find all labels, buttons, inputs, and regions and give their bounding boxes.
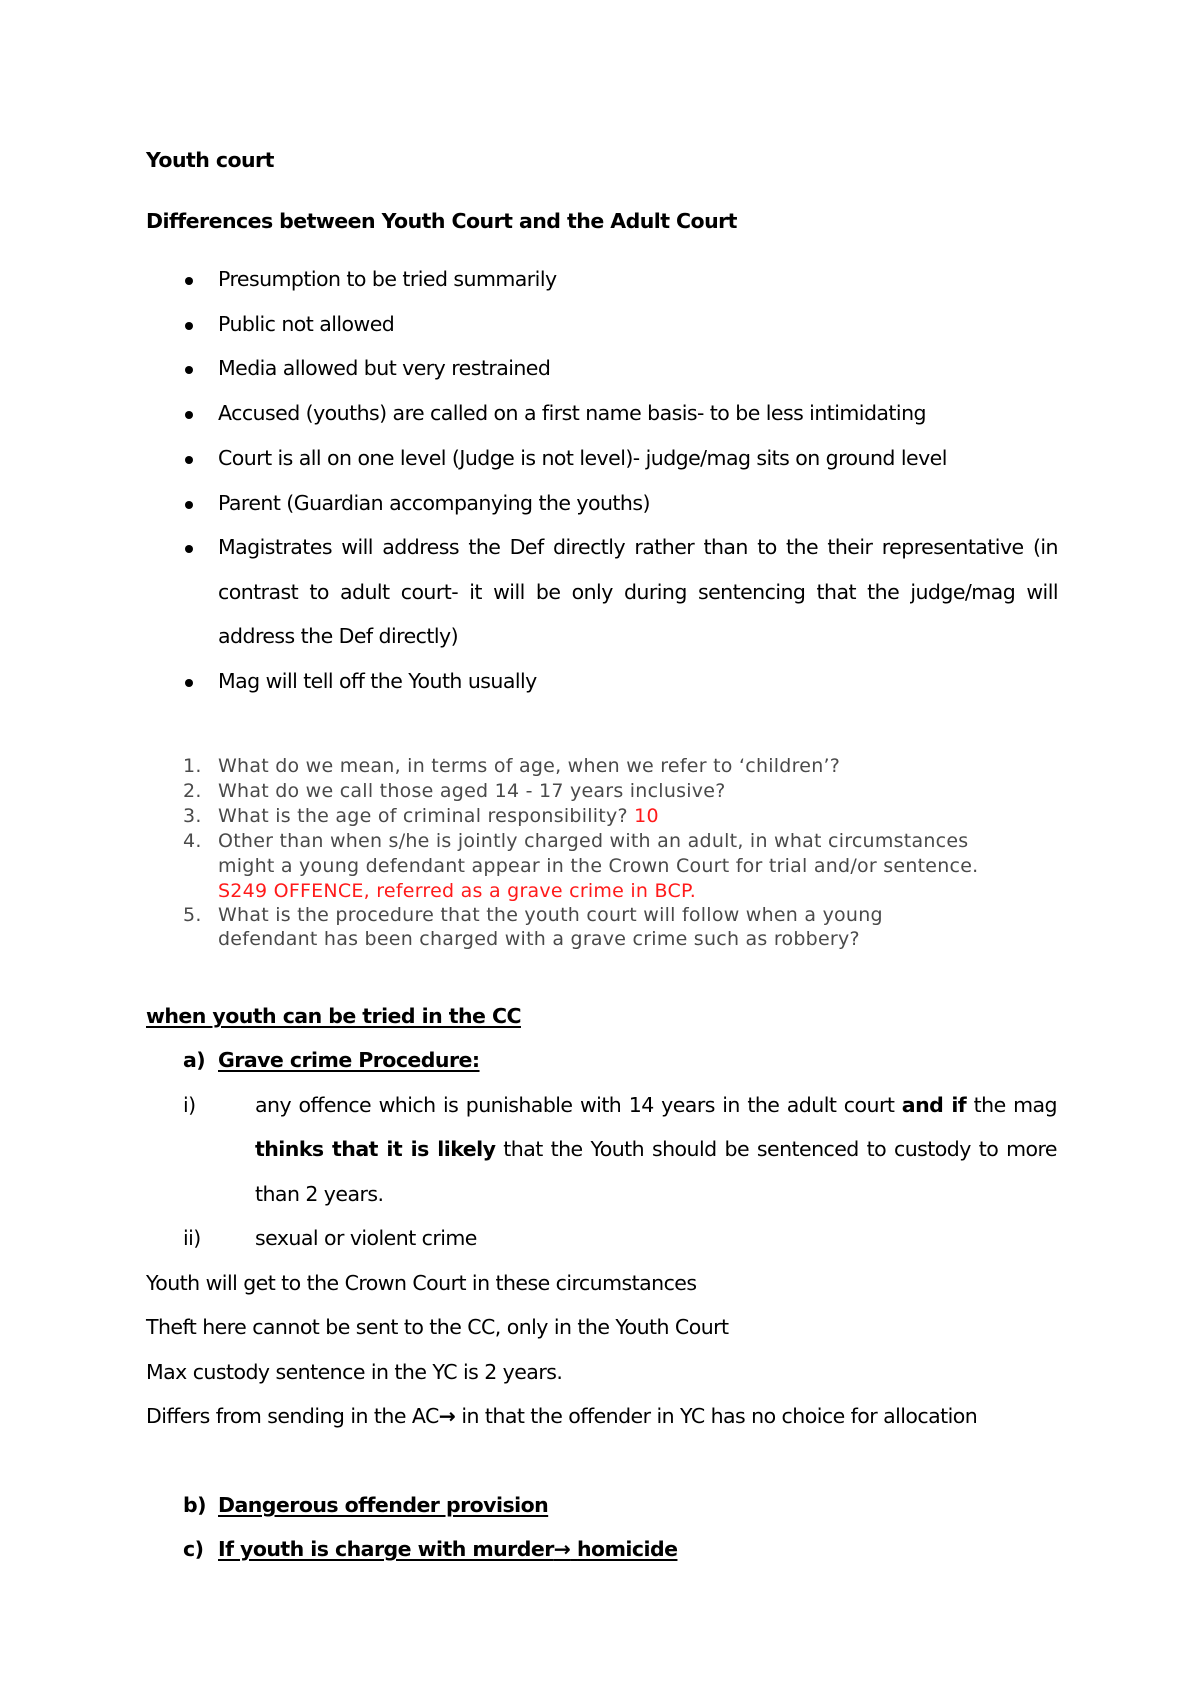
bullet-icon bbox=[185, 679, 193, 687]
question-1: What do we mean, in terms of age, when we refer to ‘children’? bbox=[218, 755, 841, 777]
bullet-icon bbox=[185, 411, 193, 419]
question-number: 1. bbox=[183, 755, 202, 777]
list-marker: b) bbox=[183, 1493, 206, 1517]
differences-heading: Differences between Youth Court and the Adult Court bbox=[146, 209, 737, 233]
text-run: homicide bbox=[577, 1537, 678, 1561]
list-item: Mag will tell off the Youth usually bbox=[218, 669, 537, 693]
dangerous-offender-heading: Dangerous offender provision bbox=[218, 1493, 549, 1517]
list-item: Media allowed but very restrained bbox=[218, 356, 551, 380]
grave-crime-point-i-line-1 bbox=[255, 1093, 1057, 1117]
question-2: What do we call those aged 14 - 17 years inclusive? bbox=[218, 780, 726, 802]
text-run: Differs from sending in the AC bbox=[146, 1404, 439, 1428]
cc-section-heading: when youth can be tried in the CC bbox=[146, 1004, 521, 1028]
bullet-icon bbox=[185, 322, 193, 330]
question-3 bbox=[218, 805, 659, 827]
question-5-line-1: What is the procedure that the youth court will follow when a young bbox=[218, 904, 883, 926]
text-run-bold: and if bbox=[901, 1093, 967, 1117]
question-4-answer: S249 OFFENCE, referred as a grave crime in BCP. bbox=[218, 880, 697, 902]
bullet-icon bbox=[185, 456, 193, 464]
list-item-line: contrast to adult court- it will be only during sentencing that the judge/mag will bbox=[218, 580, 1058, 604]
document-title: Youth court bbox=[146, 148, 274, 172]
text-run: If youth is charge with murder bbox=[218, 1537, 554, 1561]
question-4-line-2: might a young defendant appear in the Crown Court for trial and/or sentence. bbox=[218, 855, 979, 877]
paragraph: Max custody sentence in the YC is 2 years. bbox=[146, 1360, 563, 1384]
bullet-icon bbox=[185, 545, 193, 553]
list-item-line: Magistrates will address the Def directly rather than to the their representative (in bbox=[218, 535, 1058, 559]
list-marker: a) bbox=[183, 1048, 206, 1072]
question-number: 5. bbox=[183, 904, 202, 926]
question-number: 3. bbox=[183, 805, 202, 827]
bullet-icon bbox=[185, 277, 193, 285]
list-marker: c) bbox=[183, 1537, 204, 1561]
text-run-bold: thinks that it is likely bbox=[255, 1137, 496, 1161]
list-item: Parent (Guardian accompanying the youths) bbox=[218, 491, 650, 515]
list-item: Public not allowed bbox=[218, 312, 395, 336]
question-5-line-2: defendant has been charged with a grave crime such as robbery? bbox=[218, 928, 860, 950]
text-run: in that the offender in YC has no choice for allocation bbox=[461, 1404, 978, 1428]
murder-heading bbox=[218, 1537, 677, 1561]
list-item: Court is all on one level (Judge is not level)- judge/mag sits on ground level bbox=[218, 446, 947, 470]
question-number: 2. bbox=[183, 780, 202, 802]
list-marker: ii) bbox=[183, 1226, 201, 1250]
text-run: that the Youth should be sentenced to custody to more bbox=[503, 1137, 1057, 1161]
bullet-icon bbox=[185, 366, 193, 374]
list-marker: i) bbox=[183, 1093, 196, 1117]
list-item: Accused (youths) are called on a first name basis- to be less intimidating bbox=[218, 401, 926, 425]
grave-crime-procedure-heading: Grave crime Procedure: bbox=[218, 1048, 480, 1072]
grave-crime-point-i-line-2 bbox=[255, 1137, 1057, 1161]
question-number: 4. bbox=[183, 830, 202, 852]
list-item-line: address the Def directly) bbox=[218, 624, 459, 648]
paragraph bbox=[146, 1404, 977, 1428]
right-arrow-icon: → bbox=[438, 1404, 456, 1428]
grave-crime-point-i-line-3: than 2 years. bbox=[255, 1182, 384, 1206]
question-3-text: What is the age of criminal responsibility? bbox=[218, 805, 628, 827]
text-run: any offence which is punishable with 14 years in the adult court bbox=[255, 1093, 895, 1117]
grave-crime-point-ii: sexual or violent crime bbox=[255, 1226, 477, 1250]
right-arrow-icon: → bbox=[553, 1537, 571, 1561]
paragraph: Youth will get to the Crown Court in these circumstances bbox=[146, 1271, 697, 1295]
text-run: the mag bbox=[973, 1093, 1058, 1117]
question-3-answer: 10 bbox=[634, 805, 659, 827]
paragraph: Theft here cannot be sent to the CC, only in the Youth Court bbox=[146, 1315, 729, 1339]
list-item: Presumption to be tried summarily bbox=[218, 267, 557, 291]
bullet-icon bbox=[185, 501, 193, 509]
question-4-line-1: Other than when s/he is jointly charged with an adult, in what circumstances bbox=[218, 830, 969, 852]
